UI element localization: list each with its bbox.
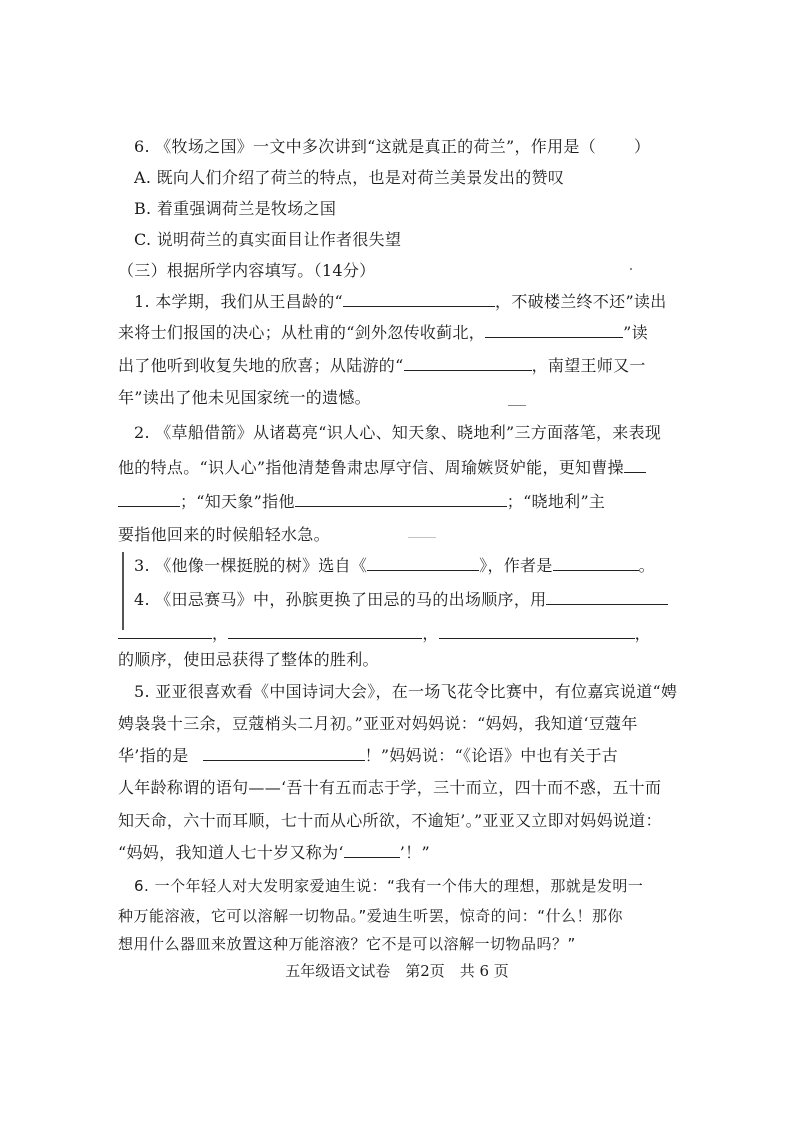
fill3-text-b: 》，作者是 — [479, 556, 553, 575]
q6b-line1: 6. 一个年轻人对大发明家爱迪生说：“我有一个伟大的理想，那就是发明一 — [134, 877, 644, 895]
fill2-line4: 要指他回来的时候船轻水急。 — [118, 525, 330, 544]
fill4-blank-2[interactable] — [228, 624, 422, 639]
fill5-line5: 知天命，六十而耳顺，七十而从心所欲，不逾矩’。”亚亚又立即对妈妈说道： — [118, 811, 662, 830]
fill4-blank-1[interactable] — [118, 624, 212, 639]
fill3-line — [134, 556, 679, 576]
fill4-sep-3: ， — [634, 624, 651, 643]
fill1-line4: 年”读出了他未见国家统一的遗憾。 — [118, 388, 371, 407]
q6b-line2: 种万能溶液，它可以溶解一切物品。”爱迪生听罢，惊奇的问：“什么！那你 — [118, 907, 624, 925]
fill3-text-c: 。 — [638, 556, 655, 575]
fill5-line6 — [118, 843, 663, 863]
margin-mark — [122, 552, 130, 630]
fill5-text-b: ！”妈妈说：“《论语》中也有关于古 — [364, 746, 619, 765]
fill1-text-c: 来将士们报国的决心；从杜甫的“剑外忽传收蓟北， — [118, 323, 486, 342]
fill1-text-e: 出了他听到收复失地的欣喜；从陆游的“ — [118, 356, 404, 375]
fill2-blank-2[interactable] — [295, 492, 507, 507]
fill2-line2 — [118, 458, 663, 478]
fill1-line3 — [118, 356, 663, 376]
fill1-text-b: ，不破楼兰终不还”读出 — [495, 292, 667, 311]
fill5-line1: 5. 亚亚很喜欢看《中国诗词大会》，在一场飞花令比赛中，有位嘉宾说道“娉 — [134, 682, 678, 701]
fill4-sep-2: ， — [422, 624, 439, 643]
q6-stem — [134, 137, 679, 157]
fill5-line4: 人年龄称谓的语句——‘吾十有五而志于学，三十而立，四十而不惑，五十而 — [118, 778, 662, 797]
fill2-text-c: ；“晓地利”主 — [506, 492, 606, 511]
fill2-text-b: ；“知天象”指他 — [180, 492, 295, 511]
q6-stem-text: 6. 《牧场之国》一文中多次讲到“这就是真正的荷兰”，作用是（ — [134, 137, 597, 156]
fill2-line1: 2. 《草船借箭》从诸葛亮“识人心、知天象、晓地利”三方面落笔，来表现 — [134, 423, 662, 442]
fill2-line3 — [118, 492, 663, 512]
section3-title: （三）根据所学内容填写。（14分） — [118, 261, 376, 280]
q6-option-b: B. 着重强调荷兰是牧场之国 — [134, 199, 337, 218]
fill5-blank-1[interactable] — [203, 746, 365, 761]
fill5-blank-2[interactable] — [344, 843, 400, 858]
fill1-text-d: ”读 — [623, 323, 648, 342]
fill1-blank-3[interactable] — [404, 356, 532, 371]
fill1-line2 — [118, 323, 663, 343]
fill1-blank-1[interactable] — [343, 292, 495, 307]
scan-speck — [408, 537, 436, 538]
fill1-blank-2[interactable] — [485, 323, 623, 338]
fill4-sep-1: ， — [212, 624, 229, 643]
fill4-blank-3[interactable] — [439, 624, 635, 639]
scan-speck — [630, 268, 632, 270]
fill2-text-a: 他的特点。“识人心”指他清楚鲁肃忠厚守信、周瑜嫉贤妒能，更知曹操 — [118, 458, 624, 477]
fill5-text-c: “妈妈，我知道人七十岁又称为‘ — [118, 843, 344, 862]
fill4-line3: 的顺序，使田忌获得了整体的胜利。 — [118, 650, 379, 669]
fill1-text-a: 1. 本学期，我们从王昌龄的“ — [134, 292, 344, 311]
fill4-line1 — [134, 590, 679, 610]
page-footer: 五年级语文试卷 第2页 共 6 页 — [285, 962, 509, 980]
fill5-text-d: ’！” — [399, 843, 430, 862]
q6-option-c: C. 说明荷兰的真实面目让作者很失望 — [134, 230, 402, 249]
fill4-text-a: 4. 《田忌赛马》中，孙膑更换了田忌的马的出场顺序，用 — [134, 590, 547, 609]
fill3-blank-author[interactable] — [553, 556, 639, 571]
fill2-blank-1a[interactable] — [624, 458, 646, 473]
fill4-blank-0[interactable] — [546, 590, 668, 605]
fill3-blank-source[interactable] — [367, 556, 479, 571]
scan-speck — [508, 405, 526, 406]
q6-stem-close: ） — [634, 137, 651, 156]
q6b-line3: 想用什么器皿来放置这种万能溶液？它不是可以溶解一切物品吗？” — [118, 935, 576, 953]
fill5-line2: 娉袅袅十三余，豆蔻梢头二月初。”亚亚对妈妈说：“妈妈，我知道‘豆蔻年 — [118, 714, 638, 733]
fill5-text-a: 华’指的是 — [118, 746, 189, 765]
fill5-line3 — [118, 746, 663, 766]
q6-option-a: A. 既向人们介绍了荷兰的特点，也是对荷兰美景发出的赞叹 — [134, 168, 565, 187]
fill3-text-a: 3. 《他像一棵挺脱的树》选自《 — [134, 556, 368, 575]
fill4-line2 — [118, 624, 663, 644]
fill1-text-f: ，南望王师又一 — [531, 356, 646, 375]
fill2-blank-1b[interactable] — [118, 492, 180, 507]
fill1-line1 — [134, 292, 679, 312]
